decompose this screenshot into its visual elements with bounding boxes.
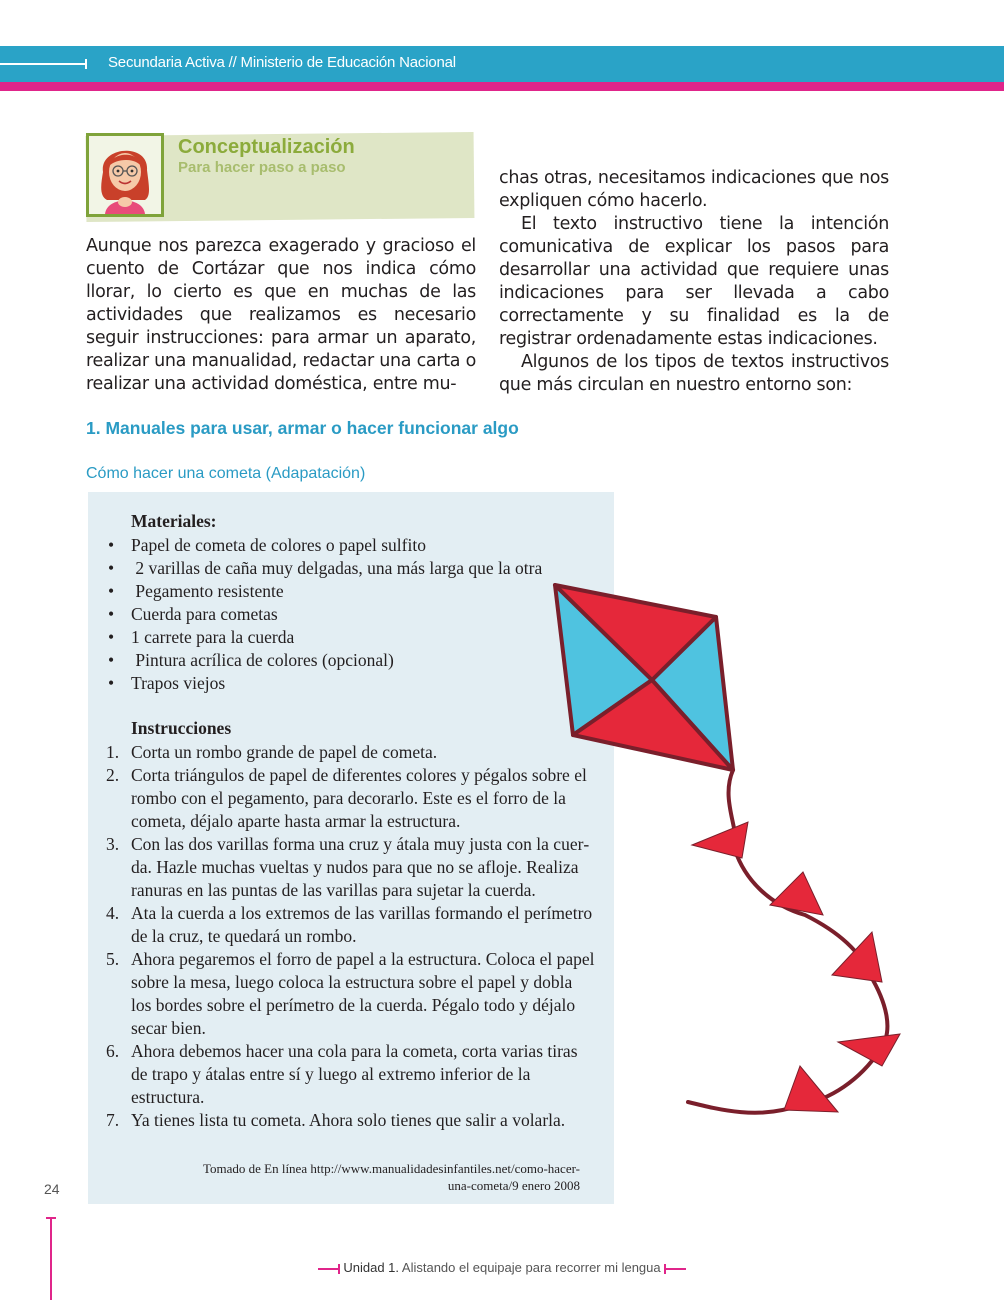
header-rule bbox=[0, 63, 86, 65]
list-item: • Pegamento resistente bbox=[108, 581, 284, 601]
source-citation: Tomado de En línea http://www.manualidadesinfantiles.net/como-hacer- una-cometa/9 enero 2008 bbox=[202, 1161, 580, 1193]
list-item: • Pintura acrílica de colores (opcional) bbox=[108, 650, 394, 670]
footer-unit-title: Alistando el equipaje para recorrer mi lengua bbox=[399, 1260, 661, 1275]
list-item: 6. Ahora debemos hacer una cola para la cometa, corta varias tiras de trapo y átalas entre sí y luego al extremo inferior de la estructura. bbox=[106, 1041, 578, 1107]
margin-rule bbox=[50, 1217, 52, 1300]
footer bbox=[0, 1260, 1004, 1275]
teacher-avatar-icon bbox=[86, 133, 164, 217]
footer-unit: Unidad 1. bbox=[343, 1260, 400, 1275]
list-item: • Trapos viejos bbox=[108, 673, 226, 693]
list-item: • 2 varillas de caña muy delgadas, una más larga que la otra bbox=[108, 558, 543, 578]
list-item: • Papel de cometa de colores o papel sulfito bbox=[108, 535, 426, 555]
concept-title: Conceptualización bbox=[178, 136, 355, 158]
kite-illustration-icon bbox=[540, 575, 920, 1135]
materials-list bbox=[108, 534, 542, 695]
footer-rule-left bbox=[318, 1268, 340, 1270]
body-paragraph: Aunque nos parezca exagerado y gracioso el cuento de Cortázar que nos indica cómo llorar, lo cierto es que en muchas de las actividades que realizamos es necesario seguir instrucciones: para armar un aparato, realizar una manualidad, redactar una carta o realizar una actividad doméstica, entre mu- bbox=[86, 236, 476, 394]
body-column-right bbox=[499, 167, 889, 397]
list-item: 1. Corta un rombo grande de papel de cometa. bbox=[106, 742, 438, 762]
instructions-list bbox=[106, 741, 596, 1132]
header-accent-stripe bbox=[0, 82, 1004, 91]
instructions-heading: Instrucciones bbox=[131, 718, 232, 738]
header-rule-tick bbox=[85, 59, 87, 69]
list-item: 4. Ata la cuerda a los extremos de las varillas formando el perímetro de la cruz, te quedará un rombo. bbox=[106, 903, 593, 946]
materials-heading: Materiales: bbox=[131, 511, 217, 531]
section-subheading: Cómo hacer una cometa (Adapatación) bbox=[86, 465, 366, 482]
section-heading: 1. Manuales para usar, armar o hacer funcionar algo bbox=[86, 418, 519, 438]
page-number: 24 bbox=[44, 1181, 60, 1197]
body-paragraph: chas otras, necesitamos indicaciones que nos expliquen cómo hacerlo. bbox=[499, 168, 889, 211]
footer-rule-right bbox=[664, 1268, 686, 1270]
body-paragraph: Algunos de los tipos de textos instructivos que más circulan en nuestro entorno son: bbox=[499, 352, 889, 395]
list-item: • 1 carrete para la cuerda bbox=[108, 627, 295, 647]
list-item: 3. Con las dos varillas forma una cruz y átala muy justa con la cuerda. Hazle muchas vueltas y nudos para que no se afloje. Realiza ranuras en las puntas de las varillas para sujetar la cuerda. bbox=[106, 834, 590, 900]
list-item: • Cuerda para cometas bbox=[108, 604, 278, 624]
header-title: Secundaria Activa // Ministerio de Educación Nacional bbox=[108, 54, 456, 71]
body-column-left bbox=[86, 235, 476, 396]
concept-subtitle: Para hacer paso a paso bbox=[178, 159, 346, 176]
list-item: 7. Ya tienes lista tu cometa. Ahora solo tienes que salir a volarla. bbox=[106, 1110, 566, 1130]
list-item: 2. Corta triángulos de papel de diferentes colores y pégalos sobre el rombo con el pegamento, para decorarlo. Este es el forro de la cometa, déjalo aparte hasta armar la estructura. bbox=[106, 765, 587, 831]
body-paragraph: El texto instructivo tiene la intención comunicativa de explicar los pasos para desarrollar una actividad que requiere unas indicaciones para ser llevada a cabo correctamente y su finalidad es la de registrar ordenadamente estas indicaciones. bbox=[499, 214, 889, 349]
list-item: 5. Ahora pegaremos el forro de papel a la estructura. Coloca el papel sobre la mesa, luego coloca la estructura sobre el papel y dobla los bordes sobre el perímetro de la cuerda. Pégalo todo y déjalo secar bien. bbox=[106, 949, 595, 1038]
